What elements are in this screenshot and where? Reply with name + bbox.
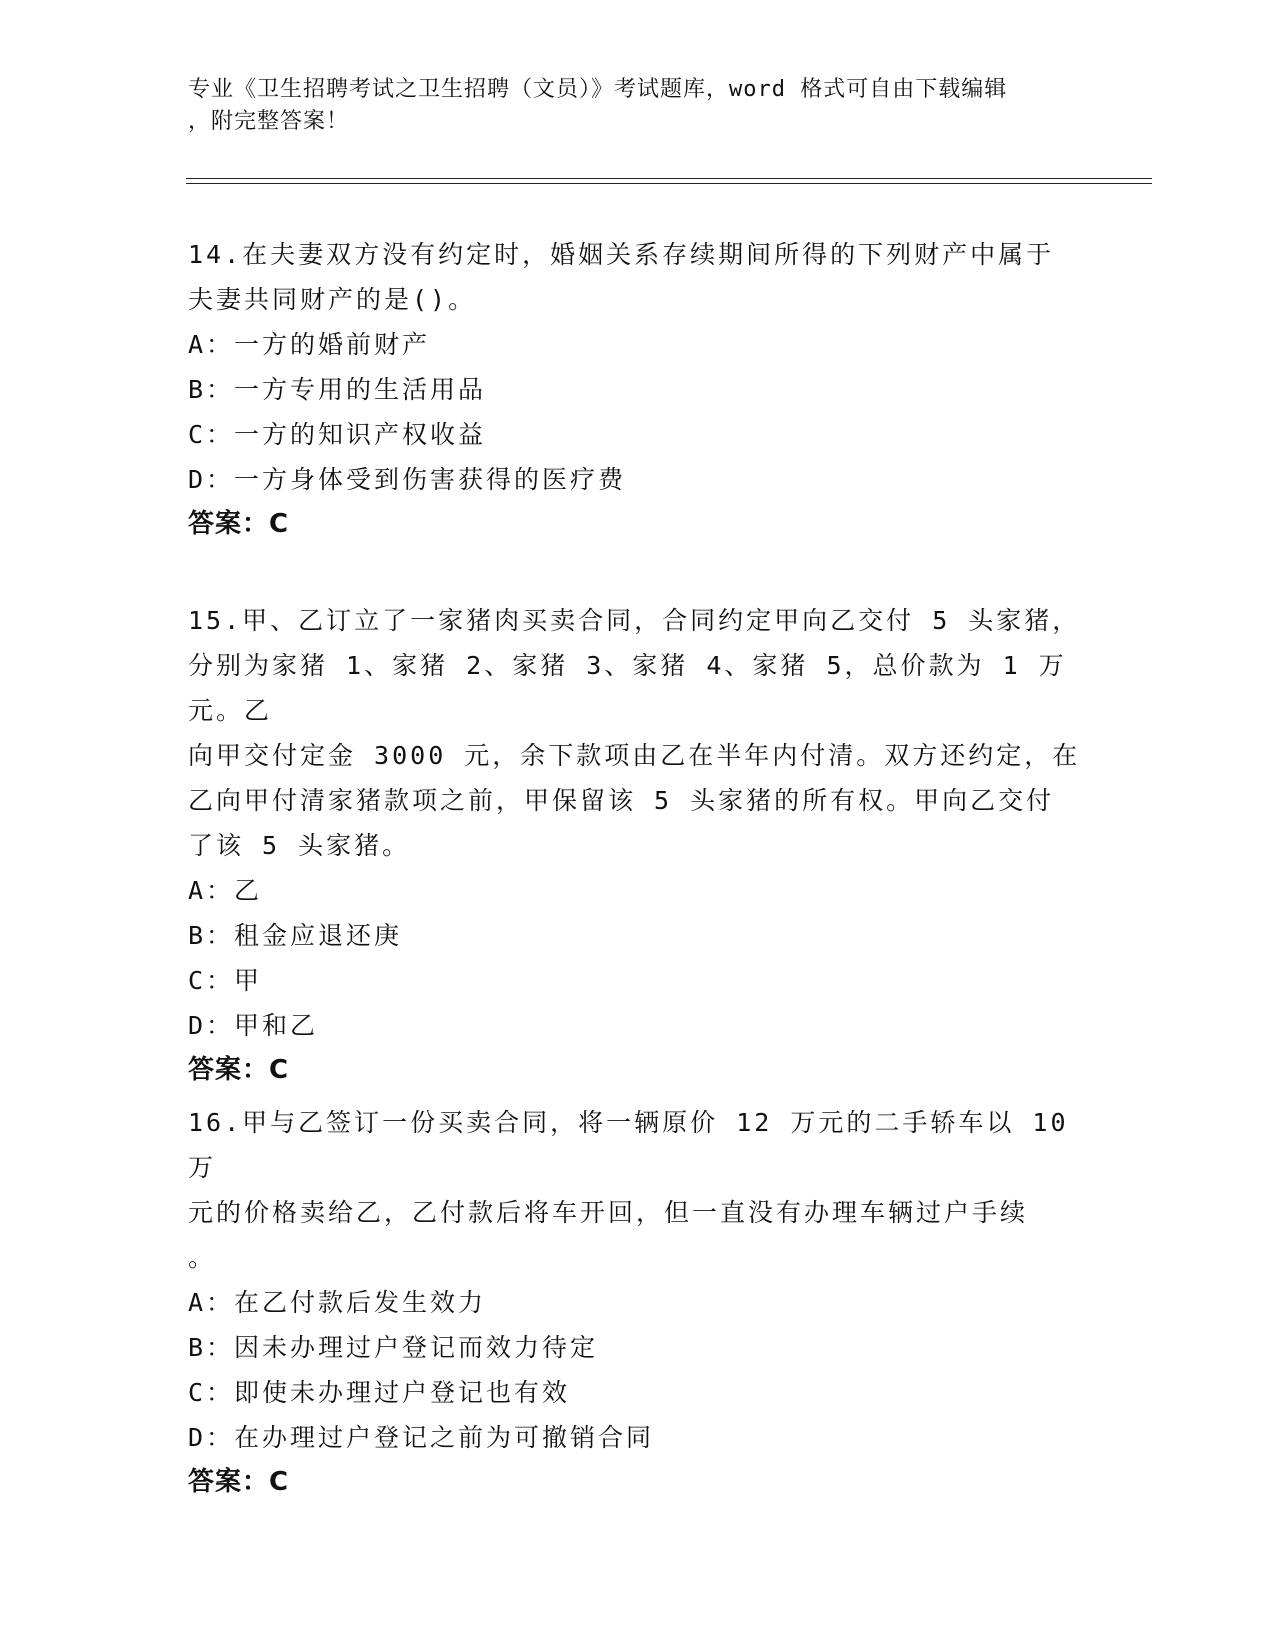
option-a: A：在乙付款后发生效力 [188, 1288, 487, 1317]
question-15 [188, 598, 1088, 1093]
question-text-line: 分别为家猪 1、家猪 2、家猪 3、家猪 4、家猪 5，总价款为 1 万元。乙 [188, 651, 1067, 725]
option-d: D：甲和乙 [188, 1011, 319, 1040]
option-c: C：一方的知识产权收益 [188, 420, 487, 449]
option-c: C：甲 [188, 966, 263, 995]
option-b: B：租金应退还庚 [188, 921, 403, 950]
question-text-line: 16.甲与乙签订一份买卖合同，将一辆原价 12 万元的二手轿车以 10 万 [188, 1108, 1087, 1182]
header-line-1: 专业《卫生招聘考试之卫生招聘（文员）》考试题库，word 格式可自由下载编辑 [188, 77, 1008, 102]
header-line-2: ，附完整答案！ [188, 109, 350, 134]
option-a: A：乙 [188, 876, 263, 905]
question-text-line: 15.甲、乙订立了一家猪肉买卖合同，合同约定甲向乙交付 5 头家猪， [188, 606, 1081, 635]
question-text-line: 夫妻共同财产的是()。 [188, 285, 477, 314]
option-d: D：在办理过户登记之前为可撤销合同 [188, 1423, 655, 1452]
option-b: B：一方专用的生活用品 [188, 375, 487, 404]
document-header [188, 74, 1068, 138]
option-b: B：因未办理过户登记而效力待定 [188, 1333, 599, 1362]
header-divider-top [186, 178, 1152, 179]
question-text-line: 。 [188, 1243, 217, 1272]
answer-line: 答案：C [188, 1467, 290, 1497]
option-a: A：一方的婚前财产 [188, 330, 431, 359]
question-16 [188, 1100, 1088, 1505]
option-c: C：即使未办理过户登记也有效 [188, 1378, 571, 1407]
header-divider-bottom [186, 183, 1152, 184]
question-text-line: 了该 5 头家猪。 [188, 831, 411, 860]
answer-line: 答案：C [188, 1055, 290, 1085]
question-text-line: 向甲交付定金 3000 元，余下款项由乙在半年内付清。双方还约定，在 [188, 741, 1081, 770]
option-d: D：一方身体受到伤害获得的医疗费 [188, 465, 627, 494]
question-text-line: 元的价格卖给乙，乙付款后将车开回，但一直没有办理车辆过户手续 [188, 1198, 1029, 1227]
question-text-line: 14.在夫妻双方没有约定时，婚姻关系存续期间所得的下列财产中属于 [188, 240, 1055, 269]
question-14 [188, 232, 1088, 547]
question-text-line: 乙向甲付清家猪款项之前，甲保留该 5 头家猪的所有权。甲向乙交付 [188, 786, 1055, 815]
answer-line: 答案：C [188, 509, 290, 539]
